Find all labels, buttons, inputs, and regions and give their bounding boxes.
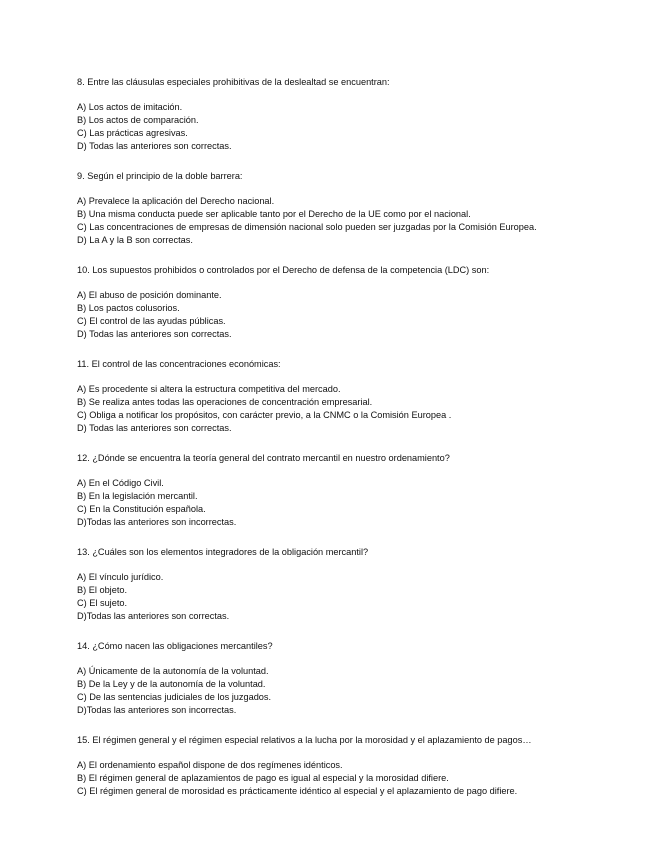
answer-options xyxy=(77,665,615,717)
answer-option: D)Todas las anteriores son incorrectas. xyxy=(77,517,237,527)
answer-option: A) El abuso de posición dominante. xyxy=(77,290,222,300)
answer-options xyxy=(77,759,615,798)
answer-option: D)Todas las anteriores son incorrectas. xyxy=(77,705,237,715)
answer-option: B) El objeto. xyxy=(77,585,128,595)
answer-option: C) En la Constitución española. xyxy=(77,504,206,514)
answer-option: D)Todas las anteriores son correctas. xyxy=(77,611,230,621)
answer-option: D) Todas las anteriores son correctas. xyxy=(77,423,232,433)
answer-option: C) De las sentencias judiciales de los juzgados. xyxy=(77,692,272,702)
question-block xyxy=(77,640,615,717)
answer-option: B) Se realiza antes todas las operaciones de concentración empresarial. xyxy=(77,397,373,407)
answer-option: D) Todas las anteriores son correctas. xyxy=(77,141,232,151)
answer-options xyxy=(77,477,615,529)
question-text: 12. ¿Dónde se encuentra la teoría general del contrato mercantil en nuestro ordenamiento? xyxy=(77,453,450,463)
question-block xyxy=(77,452,615,529)
answer-option: C) Las concentraciones de empresas de dimensión nacional solo pueden ser juzgadas por la Comisión Europea. xyxy=(77,222,537,232)
question-block xyxy=(77,264,615,341)
answer-option: C) El control de las ayudas públicas. xyxy=(77,316,226,326)
answer-option: C) Obliga a notificar los propósitos, con carácter previo, a la CNMC o la Comisión Europea . xyxy=(77,410,452,420)
question-text: 14. ¿Cómo nacen las obligaciones mercantiles? xyxy=(77,641,273,651)
question-text: 11. El control de las concentraciones económicas: xyxy=(77,359,281,369)
answer-option: D) La A y la B son correctas. xyxy=(77,235,193,245)
answer-option: B) El régimen general de aplazamientos de pago es igual al especial y la morosidad difiere. xyxy=(77,773,449,783)
question-text: 8. Entre las cláusulas especiales prohibitivas de la deslealtad se encuentran: xyxy=(77,77,390,87)
answer-option: A) El vínculo jurídico. xyxy=(77,572,164,582)
answer-option: D) Todas las anteriores son correctas. xyxy=(77,329,232,339)
answer-option: B) Una misma conducta puede ser aplicable tanto por el Derecho de la UE como por el nacional. xyxy=(77,209,471,219)
answer-options xyxy=(77,383,615,435)
answer-option: A) El ordenamiento español dispone de dos regímenes idénticos. xyxy=(77,760,343,770)
question-text: 13. ¿Cuáles son los elementos integradores de la obligación mercantil? xyxy=(77,547,369,557)
answer-option: C) El régimen general de morosidad es prácticamente idéntico al especial y el aplazamiento de pago difiere. xyxy=(77,786,518,796)
question-text: 9. Según el principio de la doble barrera: xyxy=(77,171,243,181)
answer-option: B) De la Ley y de la autonomía de la voluntad. xyxy=(77,679,266,689)
answer-options xyxy=(77,289,615,341)
question-block xyxy=(77,170,615,247)
answer-option: A) Prevalece la aplicación del Derecho nacional. xyxy=(77,196,275,206)
answer-option: A) En el Código Civil. xyxy=(77,478,164,488)
answer-option: A) Es procedente si altera la estructura competitiva del mercado. xyxy=(77,384,341,394)
answer-option: B) Los pactos colusorios. xyxy=(77,303,180,313)
question-text: 10. Los supuestos prohibidos o controlados por el Derecho de defensa de la competencia (LDC) son: xyxy=(77,265,490,275)
question-block xyxy=(77,734,615,798)
question-block xyxy=(77,546,615,623)
answer-option: B) En la legislación mercantil. xyxy=(77,491,198,501)
answer-option: C) El sujeto. xyxy=(77,598,128,608)
answer-option: A) Únicamente de la autonomía de la voluntad. xyxy=(77,666,269,676)
answer-option: C) Las prácticas agresivas. xyxy=(77,128,188,138)
question-block xyxy=(77,358,615,435)
answer-options xyxy=(77,101,615,153)
answer-option: B) Los actos de comparación. xyxy=(77,115,199,125)
answer-option: A) Los actos de imitación. xyxy=(77,102,183,112)
answer-options xyxy=(77,571,615,623)
answer-options xyxy=(77,195,615,247)
question-block xyxy=(77,76,615,153)
question-text: 15. El régimen general y el régimen especial relativos a la lucha por la morosidad y el aplazamiento de pagos… xyxy=(77,735,532,745)
